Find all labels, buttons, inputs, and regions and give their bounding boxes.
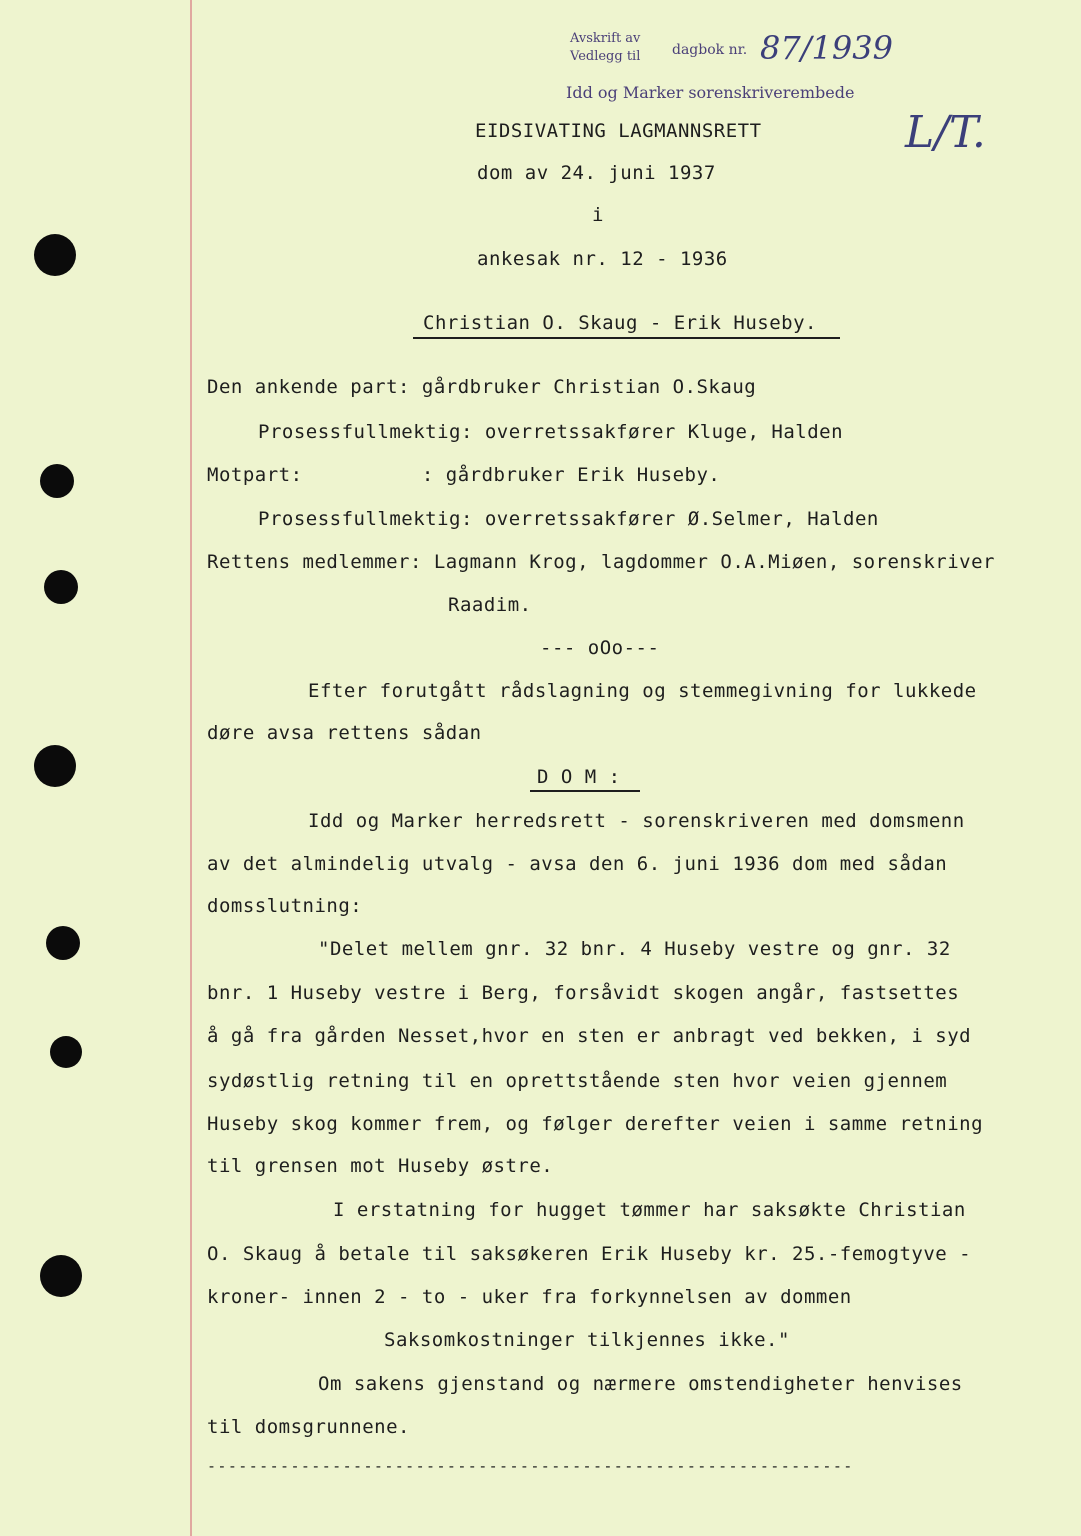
stamp-dagbok-value: 87/1939 xyxy=(760,29,893,67)
text-line: Rettens medlemmer: Lagmann Krog, lagdommer O.A.Miøen, sorenskriver xyxy=(207,551,995,573)
text-line: domsslutning: xyxy=(207,895,363,917)
text-line: Efter forutgått rådslagning og stemmegivning for lukkede xyxy=(308,680,977,702)
text-line: til grensen mot Huseby østre. xyxy=(207,1155,554,1177)
text-line: I erstatning for hugget tømmer har saksøkte Christian xyxy=(333,1199,966,1221)
section-heading-dom: D O M : xyxy=(537,766,621,788)
connector-i: i xyxy=(592,204,604,226)
parties-underline xyxy=(413,337,840,339)
stamp-dagbok-label: dagbok nr. xyxy=(672,42,748,58)
punch-hole xyxy=(50,1036,82,1068)
stamp-line1a: Avskrift av xyxy=(570,31,641,46)
text-line: bnr. 1 Huseby vestre i Berg, forsåvidt skogen angår, fastsettes xyxy=(207,982,960,1004)
dom-underline xyxy=(530,790,640,792)
text-line: Motpart: : gårdbruker Erik Huseby. xyxy=(207,464,721,486)
text-line: Prosessfullmektig: overretssakfører Ø.Selmer, Halden xyxy=(258,508,879,530)
text-line: av det almindelig utvalg - avsa den 6. juni 1936 dom med sådan xyxy=(207,853,948,875)
text-line: Saksomkostninger tilkjennes ikke." xyxy=(384,1329,790,1351)
punch-hole xyxy=(40,464,74,498)
punch-hole xyxy=(46,926,80,960)
parties: Christian O. Skaug - Erik Huseby. xyxy=(423,312,817,334)
court-name: EIDSIVATING LAGMANNSRETT xyxy=(475,120,762,142)
separator-ooo: --- oOo--- xyxy=(540,637,660,659)
punch-hole xyxy=(34,234,76,276)
text-line: kroner- innen 2 - to - uker fra forkynnelsen av dommen xyxy=(207,1286,852,1308)
text-line: Prosessfullmektig: overretssakfører Kluge, Halden xyxy=(258,421,844,443)
punch-hole xyxy=(34,745,76,787)
closing-dash-line: -------------------------------------------------------------- xyxy=(207,1457,854,1475)
text-line: Huseby skog kommer frem, og følger derefter veien i samme retning xyxy=(207,1113,984,1135)
text-line: til domsgrunnene. xyxy=(207,1416,410,1438)
text-line: O. Skaug å betale til saksøkeren Erik Huseby kr. 25.-femogtyve - xyxy=(207,1243,972,1265)
text-line: Raadim. xyxy=(448,594,532,616)
case-number: ankesak nr. 12 - 1936 xyxy=(477,248,728,270)
text-line: "Delet mellem gnr. 32 bnr. 4 Huseby vestre og gnr. 32 xyxy=(318,938,951,960)
text-line: Om sakens gjenstand og nærmere omstendigheter henvises xyxy=(318,1373,963,1395)
text-line: å gå fra gården Nesset,hvor en sten er anbragt ved bekken, i syd xyxy=(207,1025,972,1047)
text-line: døre avsa rettens sådan xyxy=(207,722,482,744)
punch-hole xyxy=(44,570,78,604)
text-line: Den ankende part: gårdbruker Christian O.Skaug xyxy=(207,376,757,398)
stamp-line1b: Vedlegg til xyxy=(570,49,641,64)
margin-rule xyxy=(190,0,192,1536)
punch-hole xyxy=(40,1255,82,1297)
judgment-date: dom av 24. juni 1937 xyxy=(477,162,716,184)
stamp-office: Idd og Marker sorenskriverembede xyxy=(566,83,855,102)
text-line: sydøstlig retning til en oprettstående sten hvor veien gjennem xyxy=(207,1070,948,1092)
handwritten-initials: L/T. xyxy=(905,107,986,158)
text-line: Idd og Marker herredsrett - sorenskriveren med domsmenn xyxy=(308,810,965,832)
